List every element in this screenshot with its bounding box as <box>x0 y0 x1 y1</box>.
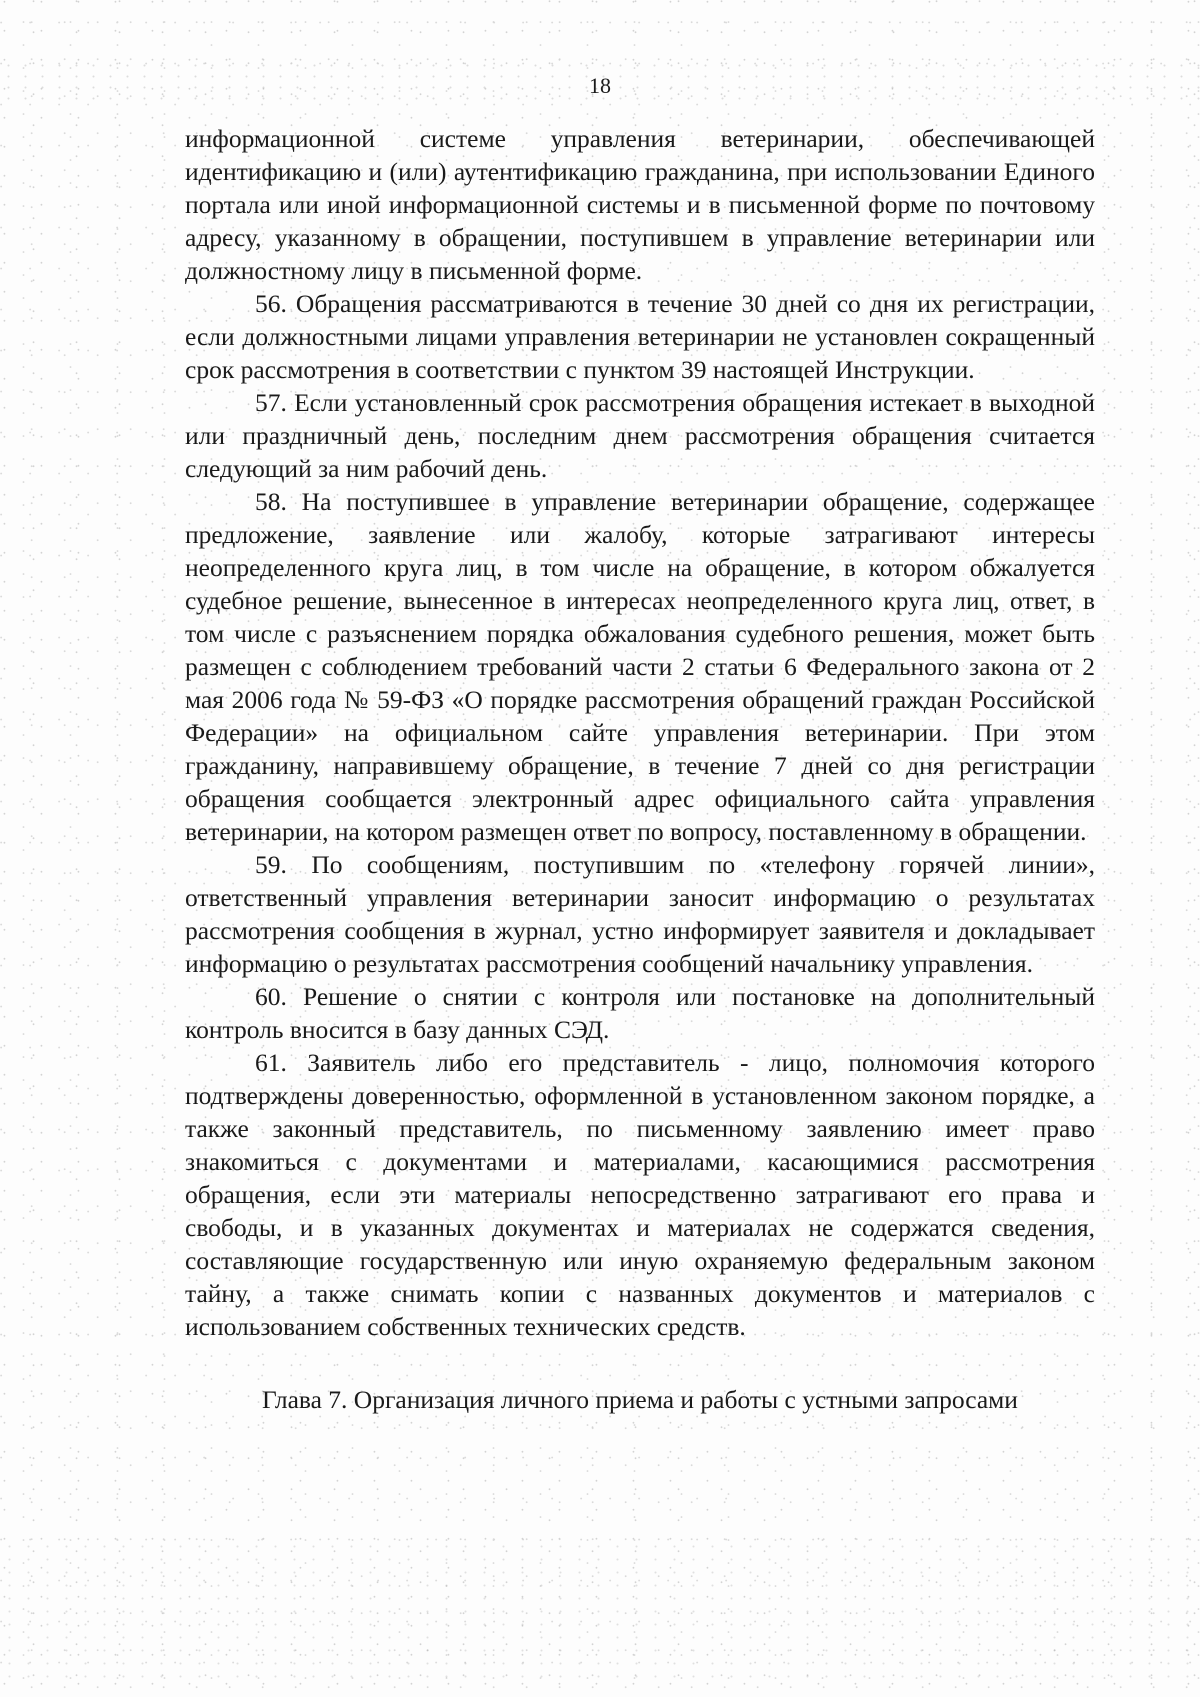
paragraph-59: 59. По сообщениям, поступившим по «телефону горячей линии», ответственный управления ветеринарии заносит информацию о результатах рассмотрения сообщения в журнал, устно информирует заявителя и докладывает информацию о результатах рассмотрения сообщений начальнику управления. <box>185 850 1095 978</box>
page-number: 18 <box>589 73 611 98</box>
chapter-heading: Глава 7. Организация личного приема и работы с устными запросами <box>262 1385 1018 1414</box>
paragraph-60: 60. Решение о снятии с контроля или постановке на дополнительный контроль вносится в базу данных СЭД. <box>185 982 1095 1044</box>
paragraph-57: 57. Если установленный срок рассмотрения обращения истекает в выходной или праздничный день, последним днем рассмотрения обращения считается следующий за ним рабочий день. <box>185 388 1095 483</box>
paragraph-continuation: информационной системе управления ветеринарии, обеспечивающей идентификацию и (или) аутентификацию гражданина, при использовании Единого портала или иной информационной системы и в письменной форме по почтовому адресу, указанному в обращении, поступившем в управление ветеринарии или должностному лицу в письменной форме. <box>185 124 1095 285</box>
scan-noise-bottom <box>0 1540 1200 1680</box>
paragraph-61: 61. Заявитель либо его представитель - лицо, полномочия которого подтверждены доверенностью, оформленной в установленном законом порядке, а также законный представитель, по письменному заявлению имеет право знакомиться с документами и материалами, касающимися рассмотрения обращения, если эти материалы непосредственно затрагивают его права и свободы, и в указанных документах и материалах не содержатся сведения, составляющие государственную или иную охраняемую федеральным законом тайну, а также снимать копии с названных документов и материалов с использованием собственных технических средств. <box>185 1048 1095 1341</box>
paragraph-58: 58. На поступившее в управление ветеринарии обращение, содержащее предложение, заявление или жалобу, которые затрагивают интересы неопределенного круга лиц, в том числе на обращение, в котором обжалуется судебное решение, вынесенное в интересах неопределенного круга лиц, ответ, в том числе с разъяснением порядка обжалования судебного решения, может быть размещен с соблюдением требований части 2 статьи 6 Федерального закона от 2 мая 2006 года № 59-ФЗ «О порядке рассмотрения обращений граждан Российской Федерации» на официальном сайте управления ветеринарии. При этом гражданину, направившему обращение, в течение 7 дней со дня регистрации обращения сообщается электронный адрес официального сайта управления ветеринарии, на котором размещен ответ по вопросу, поставленному в обращении. <box>185 487 1095 846</box>
document-body <box>185 122 1095 1416</box>
paragraph-56: 56. Обращения рассматриваются в течение 30 дней со дня их регистрации, если должностными лицами управления ветеринарии не установлен сокращенный срок рассмотрения в соответствии с пунктом 39 настоящей Инструкции. <box>185 289 1095 384</box>
